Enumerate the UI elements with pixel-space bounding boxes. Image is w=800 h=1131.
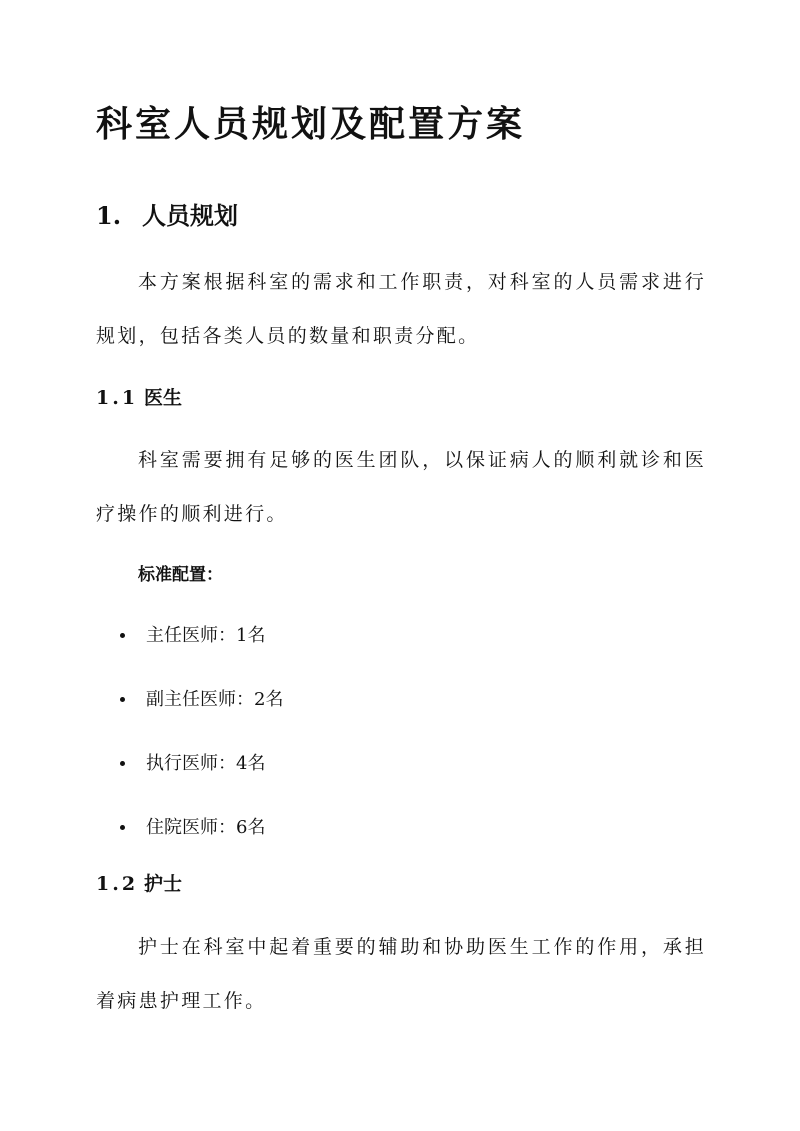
doctors-paragraph: 科室需要拥有足够的医生团队，以保证病人的顺利就诊和医疗操作的顺利进行。	[96, 449, 706, 525]
list-item	[118, 732, 283, 796]
subsection-number: 1.1	[96, 387, 139, 409]
bullet-icon	[120, 633, 125, 638]
bullet-icon	[120, 761, 125, 766]
subsection-heading-nurses	[96, 869, 182, 896]
standard-config-label: 标准配置：	[138, 565, 223, 585]
subsection-number: 1.2	[96, 873, 139, 895]
list-item	[118, 604, 283, 668]
subsection-title: 护士	[144, 873, 183, 895]
list-item	[118, 796, 283, 860]
list-item-text: 执行医师：4名	[146, 753, 266, 774]
section-number: 1.	[96, 201, 122, 230]
section-heading	[96, 196, 238, 231]
doctor-config-list	[118, 604, 283, 860]
bullet-icon	[120, 825, 125, 830]
section-title: 人员规划	[142, 201, 238, 230]
section-paragraph: 本方案根据科室的需求和工作职责，对科室的人员需求进行规划，包括各类人员的数量和职责分配。	[96, 271, 706, 347]
subsection-title: 医生	[144, 387, 183, 409]
bullet-icon	[120, 697, 125, 702]
subsection-heading-doctors	[96, 383, 182, 410]
list-item-text: 副主任医师：2名	[146, 689, 284, 710]
list-item-text: 主任医师：1名	[146, 625, 266, 646]
nurses-paragraph: 护士在科室中起着重要的辅助和协助医生工作的作用，承担着病患护理工作。	[96, 936, 706, 1012]
list-item-text: 住院医师：6名	[146, 817, 266, 838]
document-title: 科室人员规划及配置方案	[96, 103, 526, 145]
list-item	[118, 668, 283, 732]
